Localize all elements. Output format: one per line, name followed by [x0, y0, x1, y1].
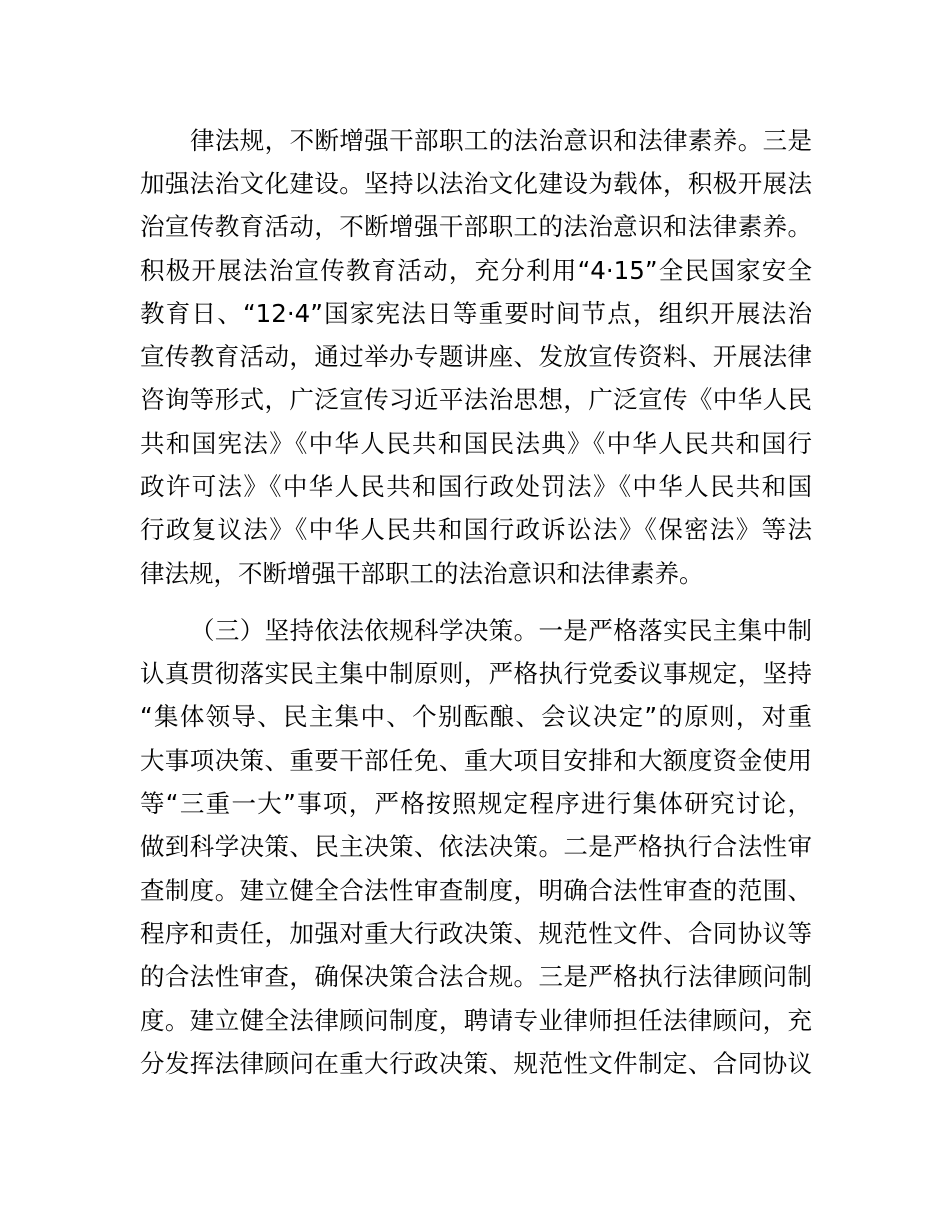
text-line: 等“三重一大”事项，严格按照规定程序进行集体研究讨论， [140, 789, 812, 818]
text-line: 查制度。建立健全合法性审查制度，明确合法性审查的范围、 [140, 876, 812, 905]
text-line: （三）坚持依法依规科学决策。一是严格落实民主集中制 [190, 616, 812, 645]
text-line: 认真贯彻落实民主集中制原则，严格执行党委议事规定，坚持 [140, 659, 812, 688]
text-line: 的合法性审查，确保决策合法合规。三是严格执行法律顾问制 [140, 962, 812, 991]
text-line: 度。建立健全法律顾问制度，聘请专业律师担任法律顾问，充 [140, 1006, 812, 1035]
text-line: 分发挥法律顾问在重大行政决策、规范性文件制定、合同协议 [140, 1049, 812, 1078]
text-line: 律法规，不断增强干部职工的法治意识和法律素养。三是 [190, 126, 812, 155]
text-line: “集体领导、民主集中、个别酝酿、会议决定”的原则，对重 [140, 702, 812, 731]
text-line: 程序和责任，加强对重大行政决策、规范性文件、合同协议等 [140, 919, 812, 948]
text-line: 政许可法》《中华人民共和国行政处罚法》《中华人民共和国 [140, 472, 812, 501]
text-line: 律法规，不断增强干部职工的法治意识和法律素养。 [140, 559, 704, 588]
text-line: 做到科学决策、民主决策、依法决策。二是严格执行合法性审 [140, 832, 812, 861]
text-line: 宣传教育活动，通过举办专题讲座、发放宣传资料、开展法律 [140, 342, 812, 371]
text-line: 治宣传教育活动，不断增强干部职工的法治意识和法律素养。 [140, 212, 812, 241]
text-line: 加强法治文化建设。坚持以法治文化建设为载体，积极开展法 [140, 169, 812, 198]
text-line: 行政复议法》《中华人民共和国行政诉讼法》《保密法》等法 [140, 515, 812, 544]
text-line: 共和国宪法》《中华人民共和国民法典》《中华人民共和国行 [140, 429, 812, 458]
text-line: 咨询等形式，广泛宣传习近平法治思想，广泛宣传《中华人民 [140, 385, 812, 414]
text-line: 教育日、“12·4”国家宪法日等重要时间节点，组织开展法治 [140, 299, 812, 328]
text-line: 大事项决策、重要干部任免、重大项目安排和大额度资金使用 [140, 746, 812, 775]
text-line: 积极开展法治宣传教育活动，充分利用“4·15”全民国家安全 [140, 256, 812, 285]
